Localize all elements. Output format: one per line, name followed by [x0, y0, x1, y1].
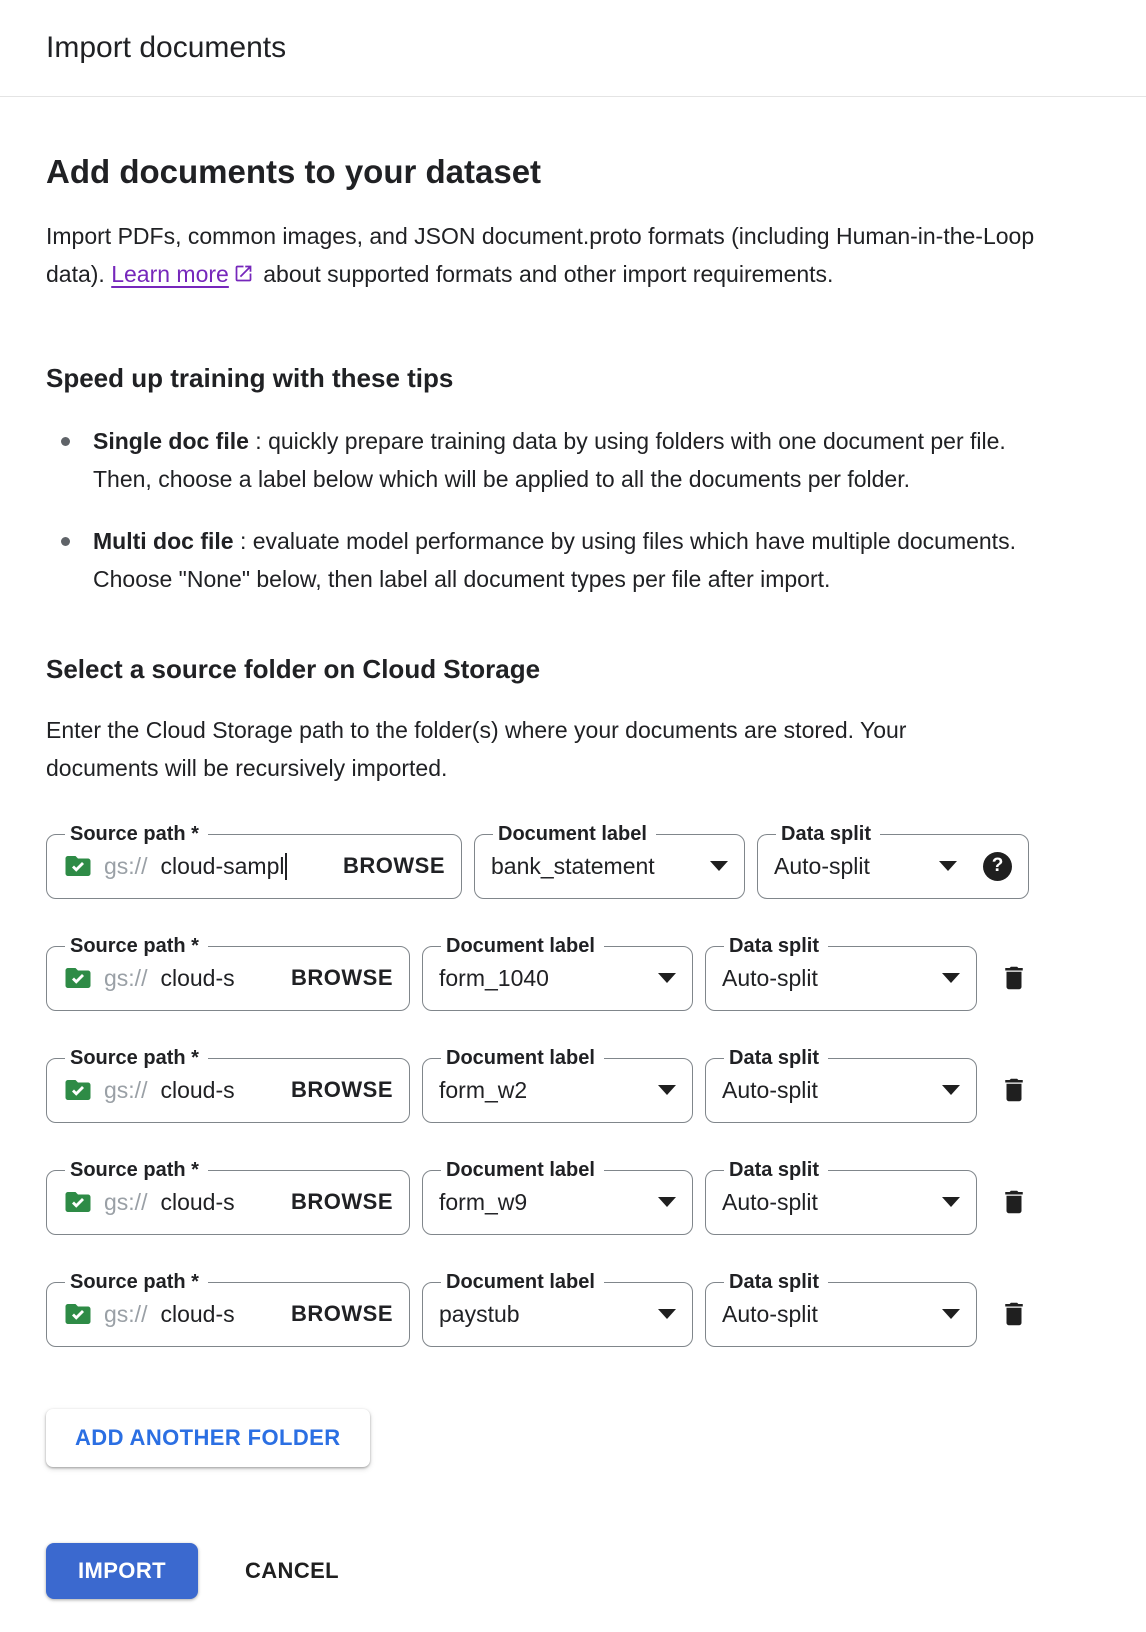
source-path-label: Source path *	[70, 935, 199, 957]
document-label-field	[422, 1047, 693, 1123]
delete-row-button[interactable]	[998, 1075, 1030, 1107]
delete-row-button[interactable]	[998, 963, 1030, 995]
tip-item-multi-doc	[46, 522, 1046, 598]
folder-check-icon	[63, 1075, 93, 1105]
document-label-label: Document label	[446, 1271, 595, 1293]
data-split-select[interactable]	[774, 845, 1012, 887]
folder-check-icon	[63, 851, 93, 881]
document-label-select[interactable]	[491, 845, 728, 887]
help-icon[interactable]: ?	[983, 852, 1012, 881]
page-title: Add documents to your dataset	[46, 153, 542, 190]
source-path-input[interactable]: cloud-s	[160, 964, 235, 991]
tip-text: : quickly prepare training data by using folders with one document per file. Then, choose a label below which will be applied to all the documents per folder.	[93, 428, 1006, 492]
dialog-actions	[46, 1543, 1100, 1599]
source-path-label: Source path *	[70, 1271, 199, 1293]
document-label-value: bank_statement	[491, 852, 655, 879]
document-label-value: form_w2	[439, 1076, 528, 1103]
browse-button[interactable]: BROWSE	[283, 961, 393, 995]
data-split-select[interactable]	[722, 1069, 960, 1111]
document-label-field	[422, 1159, 693, 1235]
document-label-field	[422, 1271, 693, 1347]
document-label-value: paystub	[439, 1300, 520, 1327]
dropdown-caret-icon	[658, 1309, 676, 1319]
browse-button[interactable]: BROWSE	[283, 1185, 393, 1219]
data-split-select[interactable]	[722, 957, 960, 999]
data-split-label: Data split	[729, 1159, 820, 1181]
dropdown-caret-icon	[658, 1085, 676, 1095]
text-cursor	[285, 853, 287, 880]
learn-more-link[interactable]: Learn more	[111, 261, 229, 287]
delete-row-button[interactable]	[998, 1187, 1030, 1219]
dropdown-caret-icon	[942, 973, 960, 983]
document-label-label: Document label	[446, 935, 595, 957]
document-label-field	[422, 935, 693, 1011]
data-split-label: Data split	[729, 1047, 820, 1069]
data-split-field	[705, 935, 977, 1011]
delete-row-button[interactable]	[998, 1299, 1030, 1331]
source-path-field	[46, 1271, 410, 1347]
import-documents-panel	[0, 153, 1146, 1599]
trash-icon	[999, 1187, 1029, 1217]
data-split-field	[705, 1271, 977, 1347]
dialog-header	[0, 0, 1146, 97]
dropdown-caret-icon	[939, 861, 957, 871]
gs-prefix: gs://	[104, 1300, 148, 1327]
cancel-button[interactable]: CANCEL	[244, 1558, 340, 1583]
folder-check-icon	[63, 963, 93, 993]
dialog-title: Import documents	[46, 31, 287, 64]
trash-icon	[999, 963, 1029, 993]
source-path-input[interactable]: cloud-s	[160, 1076, 235, 1103]
data-split-select[interactable]	[722, 1293, 960, 1335]
source-path-input[interactable]: cloud-sampl	[160, 852, 285, 879]
gs-prefix: gs://	[104, 964, 148, 991]
tip-term: Single doc file	[93, 428, 249, 454]
document-label-select[interactable]	[439, 957, 676, 999]
intro-before-link: Import PDFs, common images, and JSON document.proto formats (including Human-in-the-Loop data).	[46, 223, 1035, 287]
add-another-folder-button[interactable]: ADD ANOTHER FOLDER	[46, 1409, 370, 1467]
document-label-select[interactable]	[439, 1069, 676, 1111]
document-label-select[interactable]	[439, 1181, 676, 1223]
data-split-label: Data split	[729, 1271, 820, 1293]
gs-prefix: gs://	[104, 852, 148, 879]
data-split-value: Auto-split	[722, 1188, 818, 1215]
gs-prefix: gs://	[104, 1076, 148, 1103]
source-path-field	[46, 1047, 410, 1123]
document-label-value: form_1040	[439, 964, 549, 991]
source-folder-row	[46, 1271, 1100, 1347]
data-split-label: Data split	[781, 823, 872, 845]
trash-icon	[999, 1075, 1029, 1105]
folder-check-icon	[63, 1299, 93, 1329]
dropdown-caret-icon	[942, 1085, 960, 1095]
data-split-label: Data split	[729, 935, 820, 957]
browse-button[interactable]: BROWSE	[283, 1297, 393, 1331]
browse-button[interactable]: BROWSE	[335, 849, 445, 883]
tip-text: : evaluate model performance by using files which have multiple documents. Choose "None" below, then label all document types per file after import.	[93, 528, 1016, 592]
document-label-label: Document label	[498, 823, 647, 845]
data-split-value: Auto-split	[722, 1300, 818, 1327]
source-section-description: Enter the Cloud Storage path to the folder(s) where your documents are stored. Your documents will be recursively imported.	[46, 717, 907, 781]
document-label-value: form_w9	[439, 1188, 528, 1215]
document-label-field	[474, 823, 745, 899]
intro-text	[46, 217, 1056, 293]
tips-heading: Speed up training with these tips	[46, 363, 454, 393]
source-path-label: Source path *	[70, 1159, 199, 1181]
source-folders-form	[46, 823, 1100, 1347]
dropdown-caret-icon	[942, 1197, 960, 1207]
data-split-select[interactable]	[722, 1181, 960, 1223]
data-split-value: Auto-split	[722, 1076, 818, 1103]
document-label-label: Document label	[446, 1047, 595, 1069]
source-path-label: Source path *	[70, 1047, 199, 1069]
source-path-field	[46, 1159, 410, 1235]
source-path-input[interactable]: cloud-s	[160, 1300, 235, 1327]
dropdown-caret-icon	[942, 1309, 960, 1319]
trash-icon	[999, 1299, 1029, 1329]
source-folder-row	[46, 823, 1100, 899]
source-folder-row	[46, 1159, 1100, 1235]
browse-button[interactable]: BROWSE	[283, 1073, 393, 1107]
intro-after-link: about supported formats and other import requirements.	[256, 261, 834, 287]
external-link-icon	[233, 263, 254, 284]
source-path-label: Source path *	[70, 823, 199, 845]
import-button[interactable]: IMPORT	[46, 1543, 198, 1599]
data-split-field	[757, 823, 1029, 899]
source-path-field	[46, 935, 410, 1011]
tips-list	[46, 422, 1100, 598]
document-label-select[interactable]	[439, 1293, 676, 1335]
tip-term: Multi doc file	[93, 528, 234, 554]
source-section-heading: Select a source folder on Cloud Storage	[46, 654, 541, 684]
dropdown-caret-icon	[710, 861, 728, 871]
dropdown-caret-icon	[658, 973, 676, 983]
gs-prefix: gs://	[104, 1188, 148, 1215]
source-folder-row	[46, 1047, 1100, 1123]
data-split-value: Auto-split	[722, 964, 818, 991]
data-split-field	[705, 1047, 977, 1123]
document-label-label: Document label	[446, 1159, 595, 1181]
source-path-input[interactable]: cloud-s	[160, 1188, 235, 1215]
data-split-field	[705, 1159, 977, 1235]
source-path-field	[46, 823, 462, 899]
data-split-value: Auto-split	[774, 852, 870, 879]
tip-item-single-doc	[46, 422, 1046, 498]
folder-check-icon	[63, 1187, 93, 1217]
dropdown-caret-icon	[658, 1197, 676, 1207]
source-folder-row	[46, 935, 1100, 1011]
